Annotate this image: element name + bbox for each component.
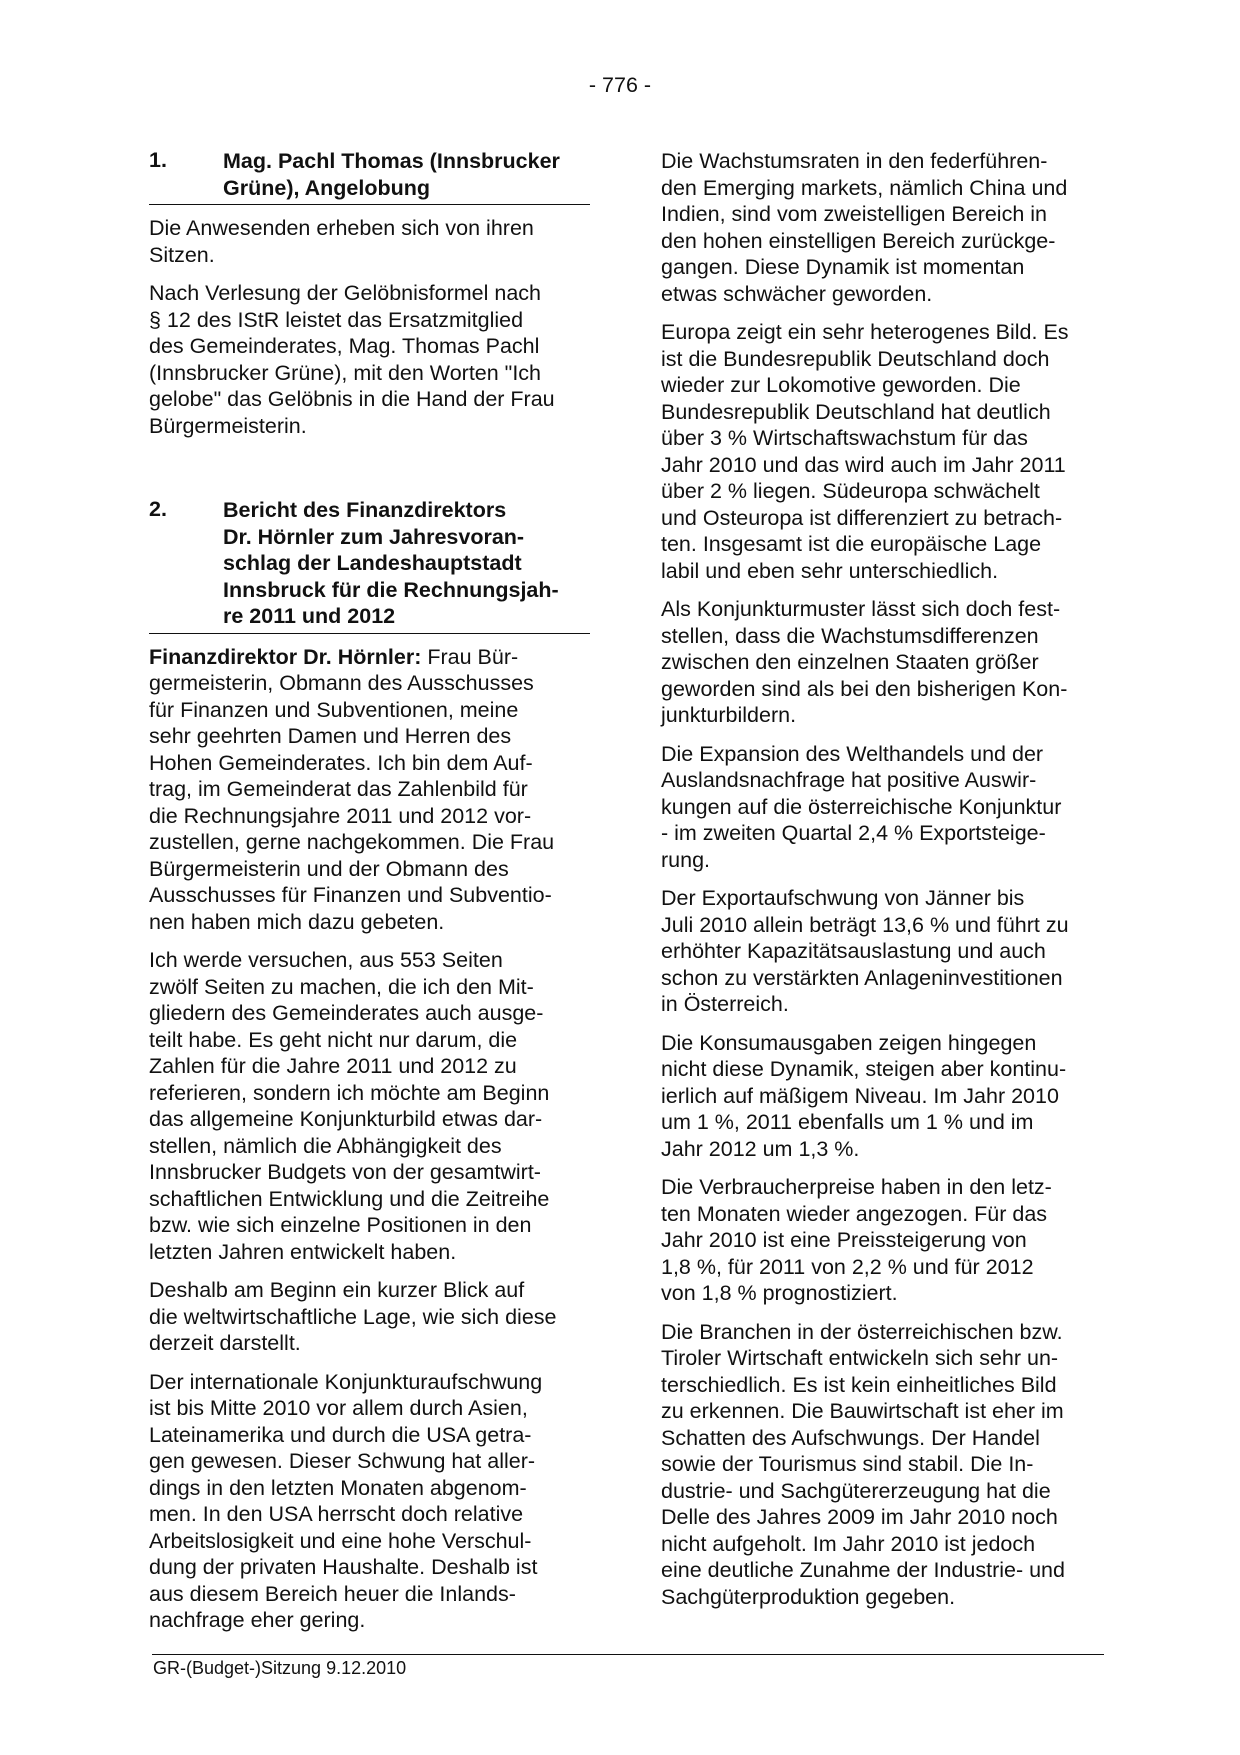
text-line: schon zu verstärkten Anlageninvestitionen	[661, 965, 1063, 990]
text-line: Bundesrepublik Deutschland hat deutlich	[661, 399, 1051, 424]
text-line: Arbeitslosigkeit und eine hohe Verschul-	[149, 1528, 532, 1553]
text-line: Indien, sind vom zweistelligen Bereich in	[661, 202, 1048, 226]
paragraph	[661, 741, 1111, 874]
heading-line: Dr. Hörnler zum Jahresvoran-	[223, 524, 525, 549]
heading-line: Innsbruck für die Rechnungsjah-	[223, 577, 559, 602]
text-line: 1,8 %, für 2011 von 2,2 % und für 2012	[661, 1254, 1034, 1279]
text-line: ist bis Mitte 2010 vor allem durch Asien,	[149, 1396, 528, 1420]
text-line: über 3 % Wirtschaftswachstum für das	[661, 426, 1028, 450]
text-span: Frau Bür-	[421, 644, 519, 669]
text-line: gelobe" das Gelöbnis in die Hand der Frau	[149, 387, 555, 411]
text-line: für Finanzen und Subventionen, meine	[149, 697, 519, 722]
text-line: letzten Jahren entwickelt haben.	[149, 1239, 457, 1264]
heading-line: Mag. Pachl Thomas (Innsbrucker	[223, 149, 560, 173]
text-line: derzeit darstellt.	[149, 1331, 301, 1355]
footer-divider	[152, 1654, 1104, 1655]
text-line: zwölf Seiten zu machen, die ich den Mit-	[149, 974, 534, 999]
text-line: Der internationale Konjunkturaufschwung	[149, 1369, 543, 1394]
text-line: wieder zur Lokomotive geworden. Die	[661, 373, 1021, 397]
text-line: geworden sind als bei den bisherigen Kon-	[661, 676, 1068, 701]
text-line: Jahr 2010 ist eine Preissteigerung von	[661, 1228, 1027, 1252]
text-line: die Rechnungsjahre 2011 und 2012 vor-	[149, 803, 532, 828]
text-line: Europa zeigt ein sehr heterogenes Bild. Es	[661, 320, 1069, 344]
text-line: Sachgüterproduktion gegeben.	[661, 1584, 956, 1609]
text-line: Jahr 2010 und das wird auch im Jahr 2011	[661, 452, 1066, 477]
text-line: gen gewesen. Dieser Schwung hat aller-	[149, 1449, 536, 1473]
text-line: nachfrage eher gering.	[149, 1608, 366, 1632]
paragraph	[661, 1319, 1111, 1611]
text-line: Die Wachstumsraten in den federführen-	[661, 149, 1048, 173]
text-line: bzw. wie sich einzelne Positionen in den	[149, 1213, 532, 1237]
text-line: erhöhter Kapazitätsauslastung und auch	[661, 939, 1046, 963]
text-line: - im zweiten Quartal 2,4 % Exportsteige-	[661, 821, 1046, 845]
text-line: ierlich auf mäßigem Niveau. Im Jahr 2010	[661, 1083, 1059, 1108]
text-line: Nach Verlesung der Gelöbnisformel nach	[149, 281, 541, 305]
text-line: nen haben mich dazu gebeten.	[149, 909, 445, 934]
text-line: Sitzen.	[149, 242, 215, 267]
text-line	[149, 644, 590, 671]
text-line: dung der privaten Haushalte. Deshalb ist	[149, 1555, 538, 1579]
text-line: Deshalb am Beginn ein kurzer Blick auf	[149, 1278, 525, 1302]
text-line: teilt habe. Es geht nicht nur darum, die	[149, 1027, 518, 1052]
section-title	[223, 497, 590, 630]
text-line: junkturbildern.	[661, 703, 797, 727]
text-line: Zahlen für die Jahre 2011 und 2012 zu	[149, 1054, 517, 1078]
text-line: Der Exportaufschwung von Jänner bis	[661, 886, 1025, 910]
left-column	[149, 148, 590, 1646]
text-line: § 12 des IStR leistet das Ersatzmitglied	[149, 307, 524, 332]
text-line: Tiroler Wirtschaft entwickeln sich sehr un-	[661, 1346, 1059, 1370]
text-line: kungen auf die österreichische Konjunktur	[661, 794, 1062, 819]
text-line: Hohen Gemeinderates. Ich bin dem Auf-	[149, 750, 533, 775]
heading-line: schlag der Landeshauptstadt	[223, 551, 522, 575]
text-line: Die Verbraucherpreise haben in den letz-	[661, 1175, 1052, 1199]
text-line: labil und eben sehr unterschiedlich.	[661, 558, 999, 583]
section-heading	[149, 148, 590, 205]
heading-line: re 2011 und 2012	[223, 604, 396, 628]
text-line: Ausschusses für Finanzen und Subventio-	[149, 883, 552, 907]
text-line: des Gemeinderates, Mag. Thomas Pachl	[149, 334, 540, 358]
text-line: Die Anwesenden erheben sich von ihren	[149, 216, 534, 240]
text-line: Ich werde versuchen, aus 553 Seiten	[149, 948, 503, 972]
text-line: terschiedlich. Es ist kein einheitliches Bild	[661, 1372, 1057, 1397]
text-line: stellen, nämlich die Abhängigkeit des	[149, 1133, 502, 1158]
text-line: ist die Bundesrepublik Deutschland doch	[661, 346, 1050, 371]
text-line: Die Konsumausgaben zeigen hingegen	[661, 1030, 1037, 1055]
section-heading	[149, 497, 590, 634]
text-line: etwas schwächer geworden.	[661, 281, 933, 306]
text-line: zwischen den einzelnen Staaten größer	[661, 650, 1039, 674]
section-title	[223, 148, 590, 201]
paragraph	[149, 215, 590, 268]
text-line: rung.	[661, 847, 711, 872]
text-line: gangen. Diese Dynamik ist momentan	[661, 255, 1025, 279]
text-line: stellen, dass die Wachstumsdifferenzen	[661, 623, 1039, 648]
text-line: Bürgermeisterin und der Obmann des	[149, 856, 509, 881]
text-line: Als Konjunkturmuster lässt sich doch fest-	[661, 597, 1061, 621]
spacer	[149, 451, 590, 497]
section-number: 1.	[149, 148, 167, 172]
paragraph	[149, 280, 590, 439]
footer-text: GR-(Budget-)Sitzung 9.12.2010	[153, 1658, 407, 1678]
text-line: men. In den USA herrscht doch relative	[149, 1502, 524, 1526]
text-line: eine deutliche Zunahme der Industrie- und	[661, 1558, 1065, 1582]
paragraph	[661, 319, 1111, 584]
text-line: in Österreich.	[661, 992, 789, 1016]
text-line: Die Branchen in der österreichischen bzw.	[661, 1319, 1063, 1344]
text-line: sehr geehrten Damen und Herren des	[149, 724, 512, 748]
text-line: Juli 2010 allein beträgt 13,6 % und führt zu	[661, 912, 1069, 937]
text-line: und Osteuropa ist differenziert zu betrach-	[661, 505, 1063, 530]
paragraph	[661, 596, 1111, 729]
text-line: die weltwirtschaftliche Lage, wie sich diese	[149, 1304, 557, 1329]
text-line: Auslandsnachfrage hat positive Auswir-	[661, 768, 1037, 792]
paragraph	[149, 947, 590, 1265]
text-line: sowie der Tourismus sind stabil. Die In-	[661, 1452, 1034, 1476]
text-line: (Innsbrucker Grüne), mit den Worten "Ich	[149, 360, 541, 385]
text-line: dustrie- und Sachgütererzeugung hat die	[661, 1478, 1051, 1503]
text-line: aus diesem Bereich heuer die Inlands-	[149, 1581, 516, 1606]
paragraph	[149, 644, 590, 936]
right-column	[661, 148, 1111, 1622]
text-line: referieren, sondern ich möchte am Beginn	[149, 1080, 550, 1105]
text-line: Innsbrucker Budgets von der gesamtwirt-	[149, 1160, 541, 1184]
paragraph	[661, 885, 1111, 1018]
paragraph	[149, 1277, 590, 1357]
text-line: ten Monaten wieder angezogen. Für das	[661, 1201, 1048, 1226]
text-line: um 1 %, 2011 ebenfalls um 1 % und im	[661, 1110, 1034, 1134]
text-line: das allgemeine Konjunkturbild etwas dar-	[149, 1107, 543, 1131]
text-line: germeisterin, Obmann des Ausschusses	[149, 671, 534, 695]
page-number: - 776 -	[588, 73, 652, 97]
text-line: zu erkennen. Die Bauwirtschaft ist eher im	[661, 1399, 1064, 1423]
paragraph	[661, 1030, 1111, 1163]
text-line: schaftlichen Entwicklung und die Zeitreihe	[149, 1186, 550, 1211]
section-number: 2.	[149, 497, 167, 521]
text-line: trag, im Gemeinderat das Zahlenbild für	[149, 777, 528, 801]
text-line: nicht diese Dynamik, steigen aber kontinu-	[661, 1057, 1067, 1081]
text-line: den Emerging markets, nämlich China und	[661, 175, 1068, 200]
text-line: ten. Insgesamt ist die europäische Lage	[661, 532, 1042, 556]
paragraph	[149, 1369, 590, 1634]
text-line: über 2 % liegen. Südeuropa schwächelt	[661, 479, 1040, 503]
text-line: Jahr 2012 um 1,3 %.	[661, 1136, 860, 1161]
paragraph	[661, 148, 1111, 307]
text-line: gliedern des Gemeinderates auch ausge-	[149, 1001, 544, 1025]
text-line: Die Expansion des Welthandels und der	[661, 741, 1044, 766]
text-line: dings in den letzten Monaten abgenom-	[149, 1475, 527, 1500]
text-line: Bürgermeisterin.	[149, 413, 307, 438]
text-line: von 1,8 % prognostiziert.	[661, 1281, 898, 1305]
paragraph	[661, 1174, 1111, 1307]
text-line: nicht aufgeholt. Im Jahr 2010 ist jedoch	[661, 1531, 1036, 1556]
text-line: Delle des Jahres 2009 im Jahr 2010 noch	[661, 1505, 1058, 1529]
text-line: den hohen einstelligen Bereich zurückge-	[661, 228, 1056, 253]
text-line: zustellen, gerne nachgekommen. Die Frau	[149, 830, 555, 854]
text-line: Schatten des Aufschwungs. Der Handel	[661, 1425, 1040, 1450]
heading-line: Grüne), Angelobung	[223, 175, 431, 200]
speaker-name: Finanzdirektor Dr. Hörnler:	[149, 644, 422, 669]
heading-line: Bericht des Finanzdirektors	[223, 498, 507, 522]
text-line: Lateinamerika und durch die USA getra-	[149, 1422, 532, 1447]
